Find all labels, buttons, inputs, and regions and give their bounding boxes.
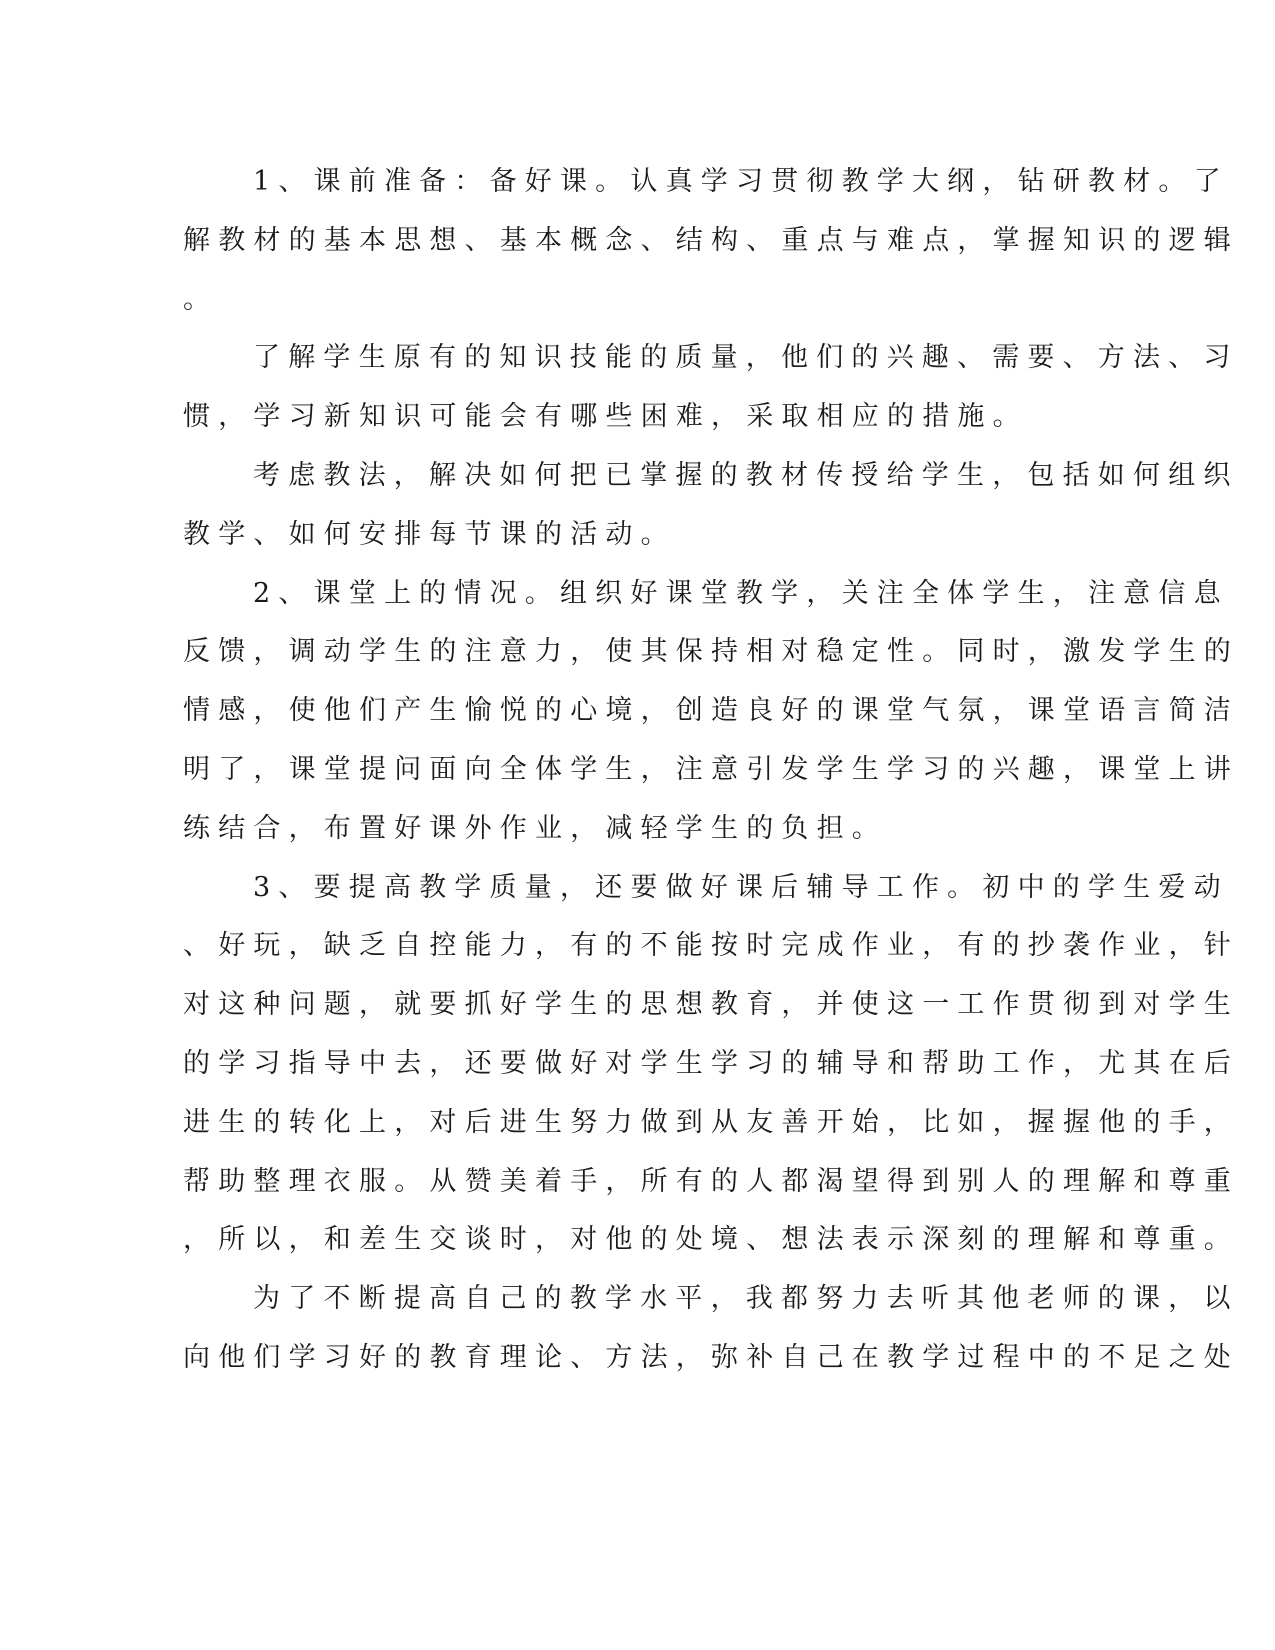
- text-line: 了解学生原有的知识技能的质量，他们的兴趣、需要、方法、习: [253, 342, 1239, 374]
- text-line: 反馈，调动学生的注意力，使其保持相对稳定性。同时，激发学生的: [183, 636, 1239, 668]
- text-line: 向他们学习好的教育理论、方法，弥补自己在教学过程中的不足之处: [183, 1341, 1239, 1373]
- text-line: 的学习指导中去，还要做好对学生学习的辅导和帮助工作，尤其在后: [183, 1047, 1239, 1079]
- text-line: 解教材的基本思想、基本概念、结构、重点与难点，掌握知识的逻辑: [183, 224, 1239, 256]
- text-line: 考虑教法，解决如何把已掌握的教材传授给学生，包括如何组织: [253, 459, 1239, 491]
- text-line: 教学、如何安排每节课的活动。: [183, 518, 676, 550]
- text-line: 惯，学习新知识可能会有哪些困难，采取相应的措施。: [183, 401, 1028, 433]
- text-line: 对这种问题，就要抓好学生的思想教育，并使这一工作贯彻到对学生: [183, 989, 1239, 1021]
- text-line: 为了不断提高自己的教学水平，我都努力去听其他老师的课，以: [253, 1283, 1239, 1315]
- text-line: 情感，使他们产生愉悦的心境，创造良好的课堂气氛，课堂语言简洁: [183, 695, 1239, 727]
- text-line: 明了，课堂提问面向全体学生，注意引发学生学习的兴趣，课堂上讲: [183, 753, 1239, 785]
- document-body: [183, 153, 1239, 1388]
- text-line: 练结合，布置好课外作业，减轻学生的负担。: [183, 812, 887, 844]
- text-line: 1、课前准备：备好课。认真学习贯彻教学大纲，钻研教材。了: [253, 166, 1229, 197]
- text-line: 进生的转化上，对后进生努力做到从友善开始，比如，握握他的手，: [183, 1106, 1239, 1138]
- text-line: 2、课堂上的情况。组织好课堂教学，关注全体学生，注意信息: [253, 577, 1229, 609]
- text-line: ，所以，和差生交谈时，对他的处境、想法表示深刻的理解和尊重。: [183, 1224, 1239, 1256]
- text-line: 。: [183, 283, 219, 315]
- text-line: 、好玩，缺乏自控能力，有的不能按时完成作业，有的抄袭作业，针: [183, 930, 1239, 962]
- text-line: 3、要提高教学质量，还要做好课后辅导工作。初中的学生爱动: [253, 871, 1229, 903]
- text-line: 帮助整理衣服。从赞美着手，所有的人都渴望得到别人的理解和尊重: [183, 1165, 1239, 1197]
